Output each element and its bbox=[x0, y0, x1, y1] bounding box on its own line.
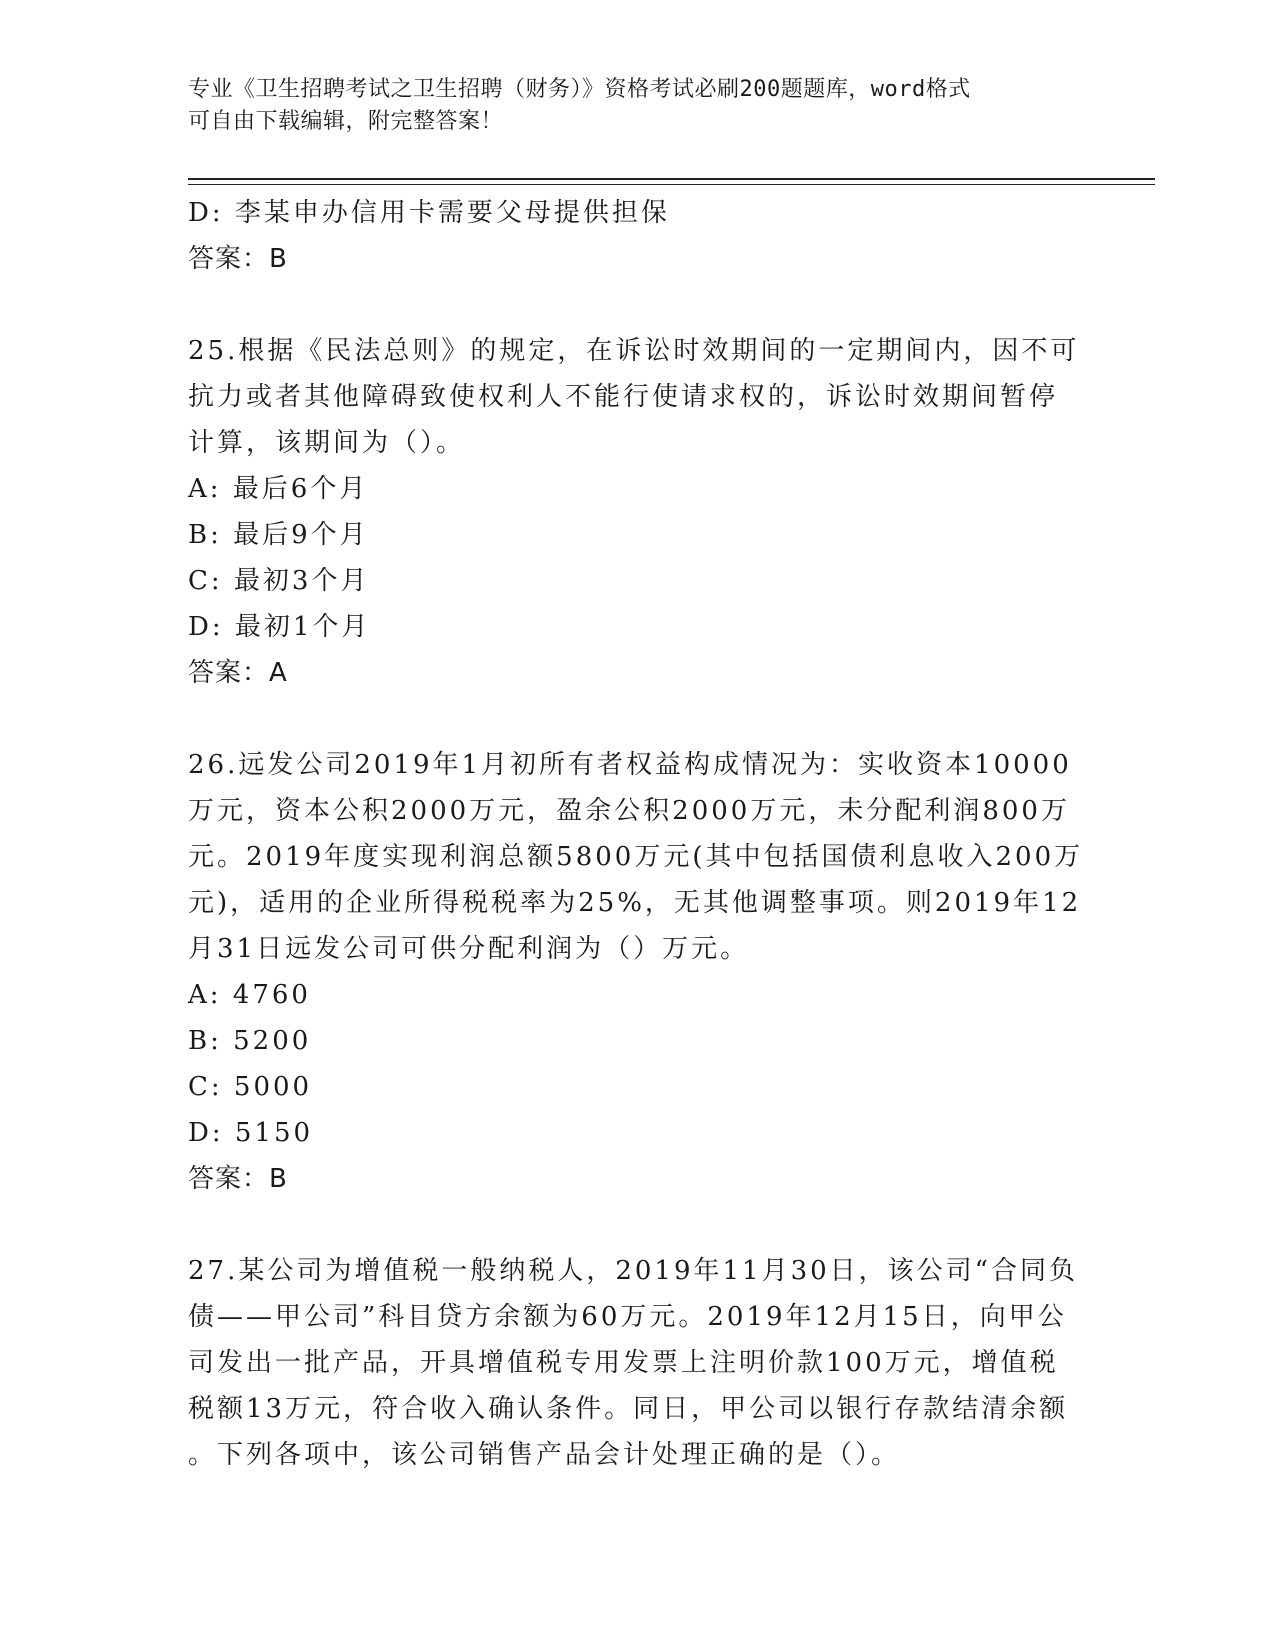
question-stem-line: 计算，该期间为（）。 bbox=[188, 428, 466, 458]
option-c: C: 5000 bbox=[188, 1072, 313, 1102]
option-a: A: 最后6个月 bbox=[188, 474, 369, 504]
answer-line: 答案：B bbox=[188, 1164, 288, 1194]
question-stem-line: 月31日远发公司可供分配利润为（）万元。 bbox=[188, 934, 750, 964]
header-line-2: 可自由下载编辑，附完整答案！ bbox=[188, 109, 504, 134]
question-stem-line: 26.远发公司2019年1月初所有者权益构成情况为：实收资本10000 bbox=[188, 750, 1072, 780]
option-d: D: 李某申办信用卡需要父母提供担保 bbox=[188, 198, 670, 228]
question-stem-line: 元)，适用的企业所得税税率为25%，无其他调整事项。则2019年12 bbox=[188, 888, 1082, 918]
header-line-1: 专业《卫生招聘考试之卫生招聘（财务）》资格考试必刷200题题库，word格式 bbox=[188, 77, 971, 102]
question-stem-line: 元。2019年度实现利润总额5800万元(其中包括国债利息收入200万 bbox=[188, 842, 1084, 872]
header-divider-thin bbox=[188, 184, 1155, 185]
previous-question-tail bbox=[188, 190, 1088, 282]
question-stem-line: 债——甲公司”科目贷方余额为60万元。2019年12月15日，向甲公 bbox=[188, 1302, 1067, 1332]
document-body bbox=[188, 190, 1088, 1478]
question-stem-line: 抗力或者其他障碍致使权利人不能行使请求权的，诉讼时效期间暂停 bbox=[188, 382, 1059, 412]
question-stem-line: 万元，资本公积2000万元，盈余公积2000万元，未分配利润800万 bbox=[188, 796, 1070, 826]
document-header bbox=[188, 74, 1088, 138]
spacer bbox=[188, 1202, 1088, 1248]
answer-line: 答案：A bbox=[188, 658, 288, 688]
option-a: A: 4760 bbox=[188, 980, 311, 1010]
question-stem-line: 司发出一批产品，开具增值税专用发票上注明价款100万元，增值税 bbox=[188, 1348, 1059, 1378]
option-b: B: 最后9个月 bbox=[188, 520, 369, 550]
question-stem-line: 税额13万元，符合收入确认条件。同日，甲公司以银行存款结清余额 bbox=[188, 1394, 1069, 1424]
option-b: B: 5200 bbox=[188, 1026, 312, 1056]
question-stem-line: 。下列各项中，该公司销售产品会计处理正确的是（）。 bbox=[188, 1440, 901, 1470]
option-d: D: 最初1个月 bbox=[188, 612, 371, 642]
option-d: D: 5150 bbox=[188, 1118, 314, 1148]
option-c: C: 最初3个月 bbox=[188, 566, 370, 596]
spacer bbox=[188, 696, 1088, 742]
spacer bbox=[188, 282, 1088, 328]
question-stem-line: 25.根据《民法总则》的规定，在诉讼时效期间的一定期间内，因不可 bbox=[188, 336, 1080, 366]
answer-line: 答案：B bbox=[188, 244, 288, 274]
question-26 bbox=[188, 742, 1088, 1202]
question-27 bbox=[188, 1248, 1088, 1478]
question-stem-line: 27.某公司为增值税一般纳税人，2019年11月30日，该公司“合同负 bbox=[188, 1256, 1078, 1286]
question-25 bbox=[188, 328, 1088, 696]
header-divider-thick bbox=[188, 178, 1155, 180]
